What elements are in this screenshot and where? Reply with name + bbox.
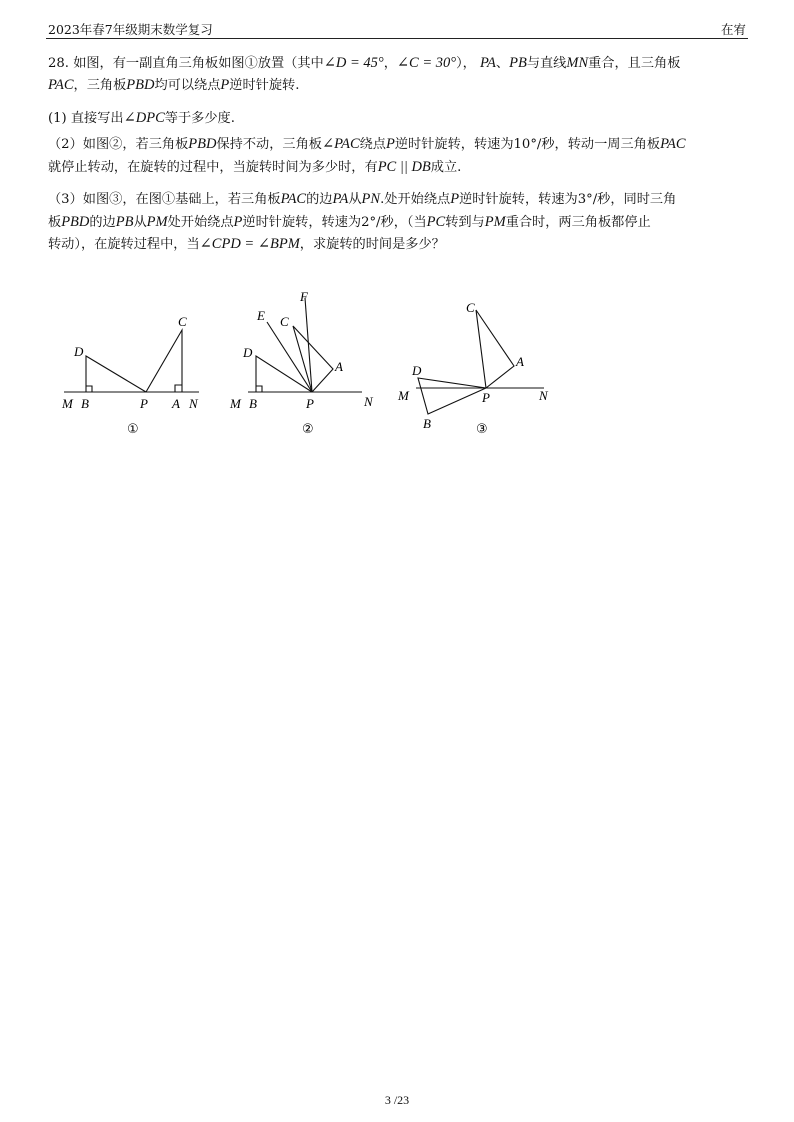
- text: 、: [495, 56, 510, 71]
- label-n: N: [364, 394, 373, 409]
- text: ，三角板: [73, 78, 127, 94]
- figure-2: [230, 284, 395, 439]
- math-angle-c: ∠C = 30°: [396, 55, 457, 71]
- page-number: 3 /23: [384, 1093, 410, 1107]
- math-angle-d: ∠D = 45°: [323, 55, 384, 71]
- math-pbd: PBD: [126, 77, 155, 94]
- label-m: M: [398, 388, 409, 403]
- label-b: B: [249, 396, 257, 411]
- text: 重合，且三角板: [588, 56, 681, 71]
- part-1: [48, 107, 748, 129]
- text: 的边: [306, 192, 333, 208]
- math-pm: PM: [146, 213, 168, 230]
- problem-body: [48, 52, 748, 266]
- math-pa: PA: [480, 55, 496, 71]
- triangle-pac: [293, 326, 333, 392]
- math-pac: PAC: [280, 191, 307, 208]
- text: 保持不动，三角板: [216, 137, 322, 153]
- math-p: P: [450, 191, 460, 208]
- math-pm: PM: [484, 213, 506, 230]
- math-pn: PN: [361, 191, 381, 208]
- text: 处开始绕点: [167, 214, 234, 230]
- text: ，求旋转的时间是多少？: [299, 237, 445, 253]
- triangle-pac: [146, 330, 182, 392]
- page-header: [46, 18, 748, 39]
- label-a: A: [516, 354, 524, 369]
- label-m: M: [62, 396, 73, 411]
- text: 逆时针旋转，转速为2°/秒，（当: [242, 214, 427, 230]
- text: 绕点: [359, 137, 386, 153]
- math-angle-dpc: ∠DPC: [123, 109, 165, 126]
- triangle-pbd: [86, 356, 146, 392]
- math-p: P: [233, 213, 243, 230]
- label-c: C: [280, 314, 289, 329]
- part-2: [48, 133, 748, 178]
- text: 等于多少度.: [164, 110, 235, 126]
- text: 成立.: [430, 159, 462, 175]
- text: 转到与: [445, 214, 485, 230]
- ray-pe: [267, 322, 312, 392]
- math-pc: PC: [426, 213, 446, 230]
- math-condition: ∠CPD = ∠BPM: [199, 236, 300, 253]
- math-pbd: PBD: [188, 136, 217, 153]
- label-p: P: [482, 390, 490, 405]
- text: 就停止转动，在旋转的过程中，当旋转时间为多少时，有: [48, 159, 378, 175]
- caption-1: ①: [127, 422, 139, 437]
- label-b: B: [423, 416, 431, 431]
- label-c: C: [466, 300, 475, 315]
- label-m: M: [230, 396, 241, 411]
- label-d: D: [243, 345, 253, 360]
- part-3: [48, 188, 748, 255]
- text: 重合时，两三角板都停止: [505, 214, 651, 230]
- label-n: N: [539, 388, 548, 403]
- text: 逆时针旋转，转速为3°/秒，同时三角: [459, 192, 677, 208]
- math-pac: PAC: [660, 136, 686, 153]
- label-b: B: [81, 396, 89, 411]
- text: ），: [456, 56, 476, 71]
- label-p: P: [140, 396, 148, 411]
- text: 从: [133, 214, 147, 230]
- label-e: E: [257, 308, 265, 323]
- math-p: P: [386, 136, 395, 153]
- math-parallel: PC || DB: [377, 158, 431, 175]
- math-pb: PB: [509, 55, 527, 71]
- label-a: A: [335, 359, 343, 374]
- text: 与直线: [526, 56, 567, 71]
- math-pbd: PBD: [61, 213, 90, 230]
- text: 从: [348, 192, 362, 208]
- caption-2: ②: [302, 422, 314, 437]
- header-author: 在宥: [720, 22, 746, 37]
- math-mn: MN: [566, 55, 589, 71]
- text: 板: [48, 214, 62, 230]
- problem-number: 28.: [48, 56, 69, 71]
- right-angle-mark: [86, 386, 92, 392]
- label-d: D: [412, 363, 422, 378]
- label-c: C: [178, 314, 187, 329]
- text: 的边: [89, 214, 116, 230]
- header-title: 2023年春7年级期末数学复习: [48, 22, 213, 37]
- math-pb: PB: [115, 213, 134, 230]
- label-f: F: [300, 289, 308, 304]
- figure-1: [54, 284, 204, 439]
- text: (1) 直接写出: [48, 110, 124, 126]
- label-d: D: [74, 344, 84, 359]
- text: 逆时针旋转.: [229, 78, 300, 94]
- right-angle-mark: [256, 386, 262, 392]
- math-pa: PA: [332, 191, 349, 208]
- label-n: N: [189, 396, 198, 411]
- text: （3）如图③，在图①基础上，若三角板: [48, 192, 281, 208]
- text: ，: [383, 56, 397, 71]
- text: 如图，有一副直角三角板如图①放置（其中: [73, 56, 324, 71]
- figure-3: [396, 284, 561, 439]
- text: .处开始绕点: [380, 192, 451, 208]
- right-angle-mark: [175, 385, 182, 392]
- problem-statement: [48, 52, 748, 97]
- math-p: P: [220, 77, 230, 94]
- text: 均可以绕点: [154, 78, 221, 94]
- triangle-pbd: [418, 378, 486, 414]
- label-p: P: [306, 396, 314, 411]
- figures: [54, 284, 574, 444]
- text: 转动），在旋转过程中，当: [48, 237, 200, 253]
- text: 逆时针旋转，转速为10°/秒，转动一周三角板: [394, 137, 661, 153]
- math-pac: PAC: [48, 77, 74, 94]
- text: （2）如图②，若三角板: [48, 137, 189, 153]
- triangle-pac: [476, 310, 514, 388]
- label-a: A: [172, 396, 180, 411]
- math-angle-pac: ∠PAC: [321, 136, 360, 153]
- caption-3: ③: [476, 422, 488, 437]
